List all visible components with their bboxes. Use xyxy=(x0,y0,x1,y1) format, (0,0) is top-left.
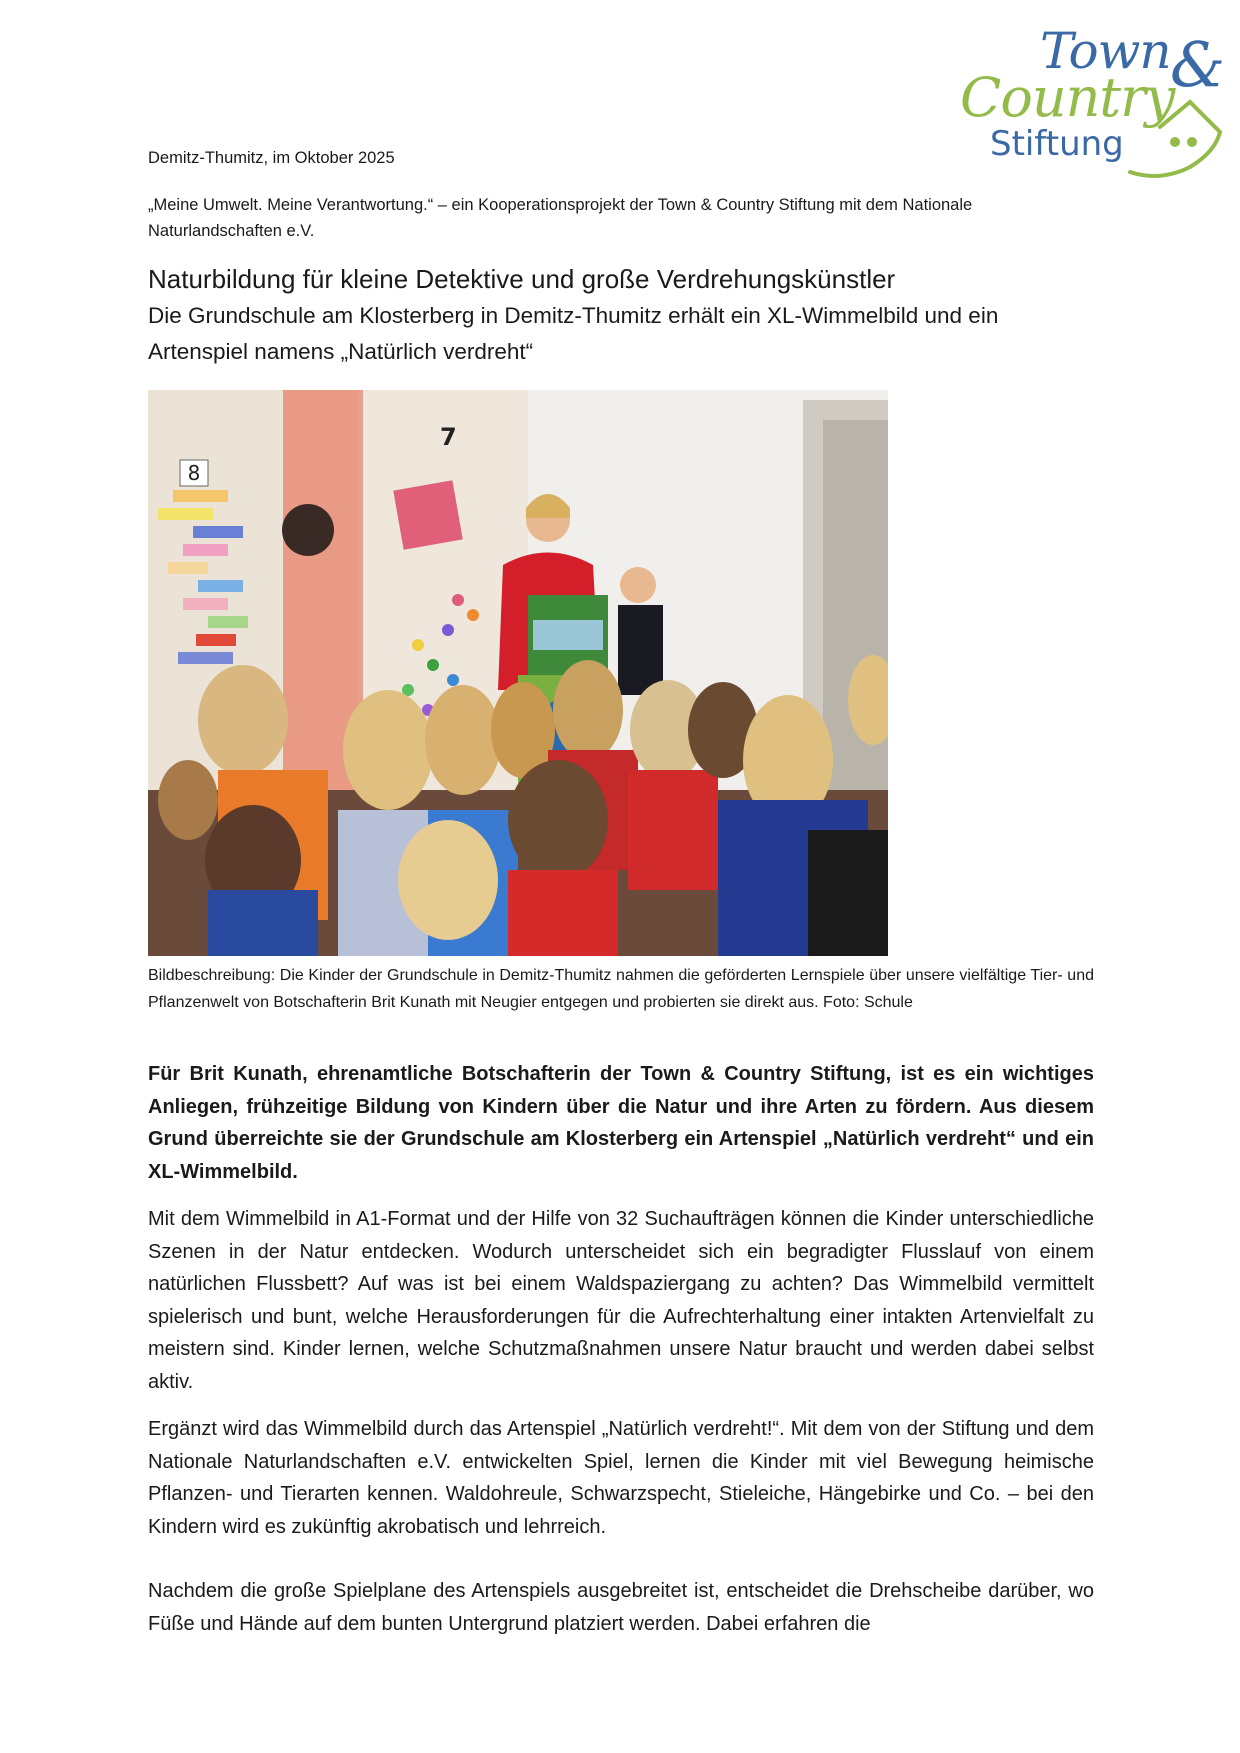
body-paragraph-3: Nachdem die große Spielplane des Artenspiels ausgebreitet ist, entscheidet die Drehscheibe darüber, wo Füße und Hände auf dem bunten Untergrund platziert werden. Dabei erfahren die xyxy=(148,1580,1094,1635)
logo-stiftung-text: Stiftung xyxy=(990,124,1124,164)
logo-ampersand: & xyxy=(1170,28,1226,101)
article-subtitle: Die Grundschule am Klosterberg in Demitz-Thumitz erhält ein XL-Wimmelbild und ein Artenspiel namens „Natürlich verdreht“ xyxy=(148,303,999,364)
logo-town-text: Town xyxy=(1040,22,1171,80)
lead-paragraph: Für Brit Kunath, ehrenamtliche Botschafterin der Town & Country Stiftung, ist es ein wichtiges Anliegen, frühzeitige Bildung von Kindern über die Natur und ihre Arten zu fördern. Aus diesem Grund überreichte sie der Grundschule am Klosterberg ein Artenspiel „Natürlich verdreht“ und ein XL-Wimmelbild. xyxy=(148,1063,1094,1183)
project-line: „Meine Umwelt. Meine Verantwortung.“ – ein Kooperationsprojekt der Town & Country Stiftung mit dem Nationale Naturlandschaften e.V. xyxy=(148,196,973,240)
photo-caption: Bildbeschreibung: Die Kinder der Grundschule in Demitz-Thumitz nahmen die geförderten Lernspiele über unsere vielfältige Tier- und Pflanzenwelt von Botschafterin Brit Kunath mit Neugier entgegen und probierten sie direkt aus. Foto: Schule xyxy=(148,967,1094,1011)
dateline: Demitz-Thumitz, im Oktober 2025 xyxy=(148,149,395,167)
svg-text:8: 8 xyxy=(187,461,201,485)
svg-text:7: 7 xyxy=(440,423,457,451)
body-paragraph-1: Mit dem Wimmelbild in A1-Format und der Hilfe von 32 Suchaufträgen können die Kinder unterschiedliche Szenen in der Natur entdecken. Wodurch unterscheidet sich ein begradigter Flusslauf von einem natürlichen Flussbett? Auf was ist bei einem Waldspaziergang zu achten? Das Wimmelbild vermittelt spielerisch und bunt, welche Herausforderungen für die Aufrechterhaltung einer intakten Artenvielfalt zu meistern sind. Kinder lernen, welche Schutzmaßnahmen unsere Natur braucht und werden dabei selbst aktiv. xyxy=(148,1208,1094,1393)
article-photo xyxy=(148,390,888,956)
body-paragraph-2: Ergänzt wird das Wimmelbild durch das Artenspiel „Natürlich verdreht!“. Mit dem von der Stiftung und dem Nationale Naturlandschaften e.V. entwickelten Spiel, lernen die Kinder mit viel Bewegung heimische Pflanzen- und Tierarten kennen. Waldohreule, Schwarzspecht, Stieleiche, Hängebirke und Co. – bei den Kindern wird es zukünftig akrobatisch und lehrreich. xyxy=(148,1418,1094,1538)
house-smile-icon xyxy=(1120,82,1230,182)
logo-country-text: Country xyxy=(960,66,1175,129)
article-title: Naturbildung für kleine Detektive und große Verdrehungskünstler xyxy=(148,264,896,294)
photo-illustration xyxy=(148,390,888,956)
town-country-stiftung-logo xyxy=(960,22,1225,182)
